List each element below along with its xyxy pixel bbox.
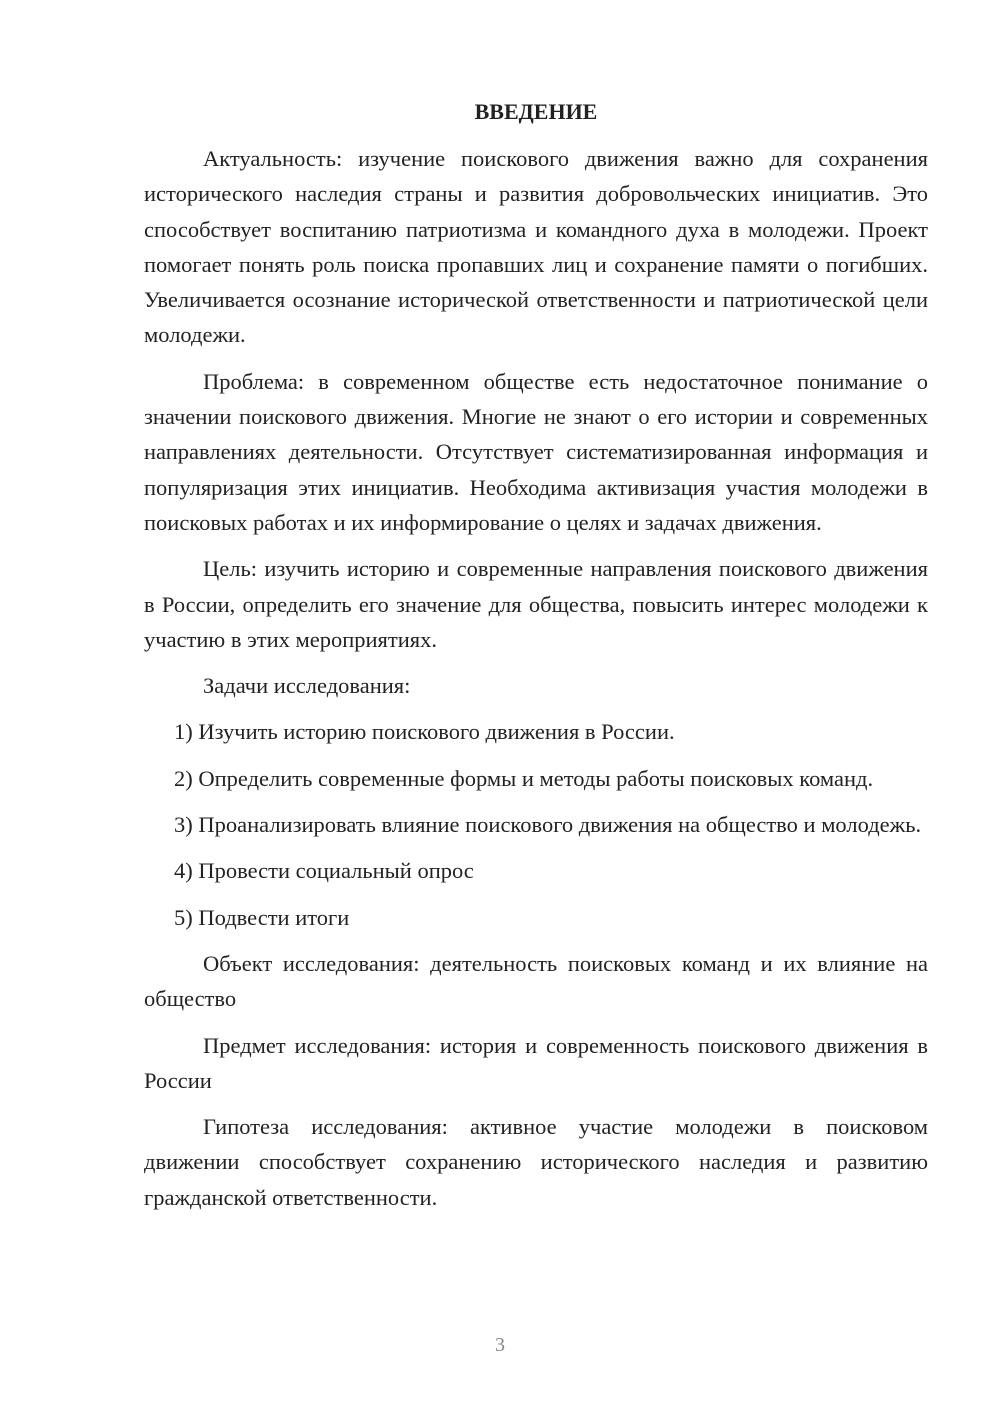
task-item-5: 5) Подвести итоги <box>174 904 350 930</box>
section-heading: ВВЕДЕНИЕ <box>474 99 598 124</box>
task-item-4: 4) Провести социальный опрос <box>174 858 474 884</box>
paragraph-relevance: Актуальность: изучение поискового движения важно для сохранения исторического наследия страны и развития добровольческих инициатив. Это способствует воспитанию патриотизма и командного духа в молодежи. Проект помогает понять роль поиска пропавших лиц и сохранение памяти о погибших. Увеличивается осознание исторической ответственности и патриотической цели молодежи. <box>144 146 928 348</box>
task-item-2: 2) Определить современные формы и методы работы поисковых команд. <box>174 765 874 791</box>
paragraph-subject: Предмет исследования: история и современность поискового движения в России <box>144 1032 928 1093</box>
paragraph-hypothesis: Гипотеза исследования: активное участие молодежи в поисковом движении способствует сохранению исторического наследия и развитию гражданской ответственности. <box>144 1114 928 1210</box>
paragraph-problem: Проблема: в современном обществе есть недостаточное понимание о значении поискового движения. Многие не знают о его истории и современных направлениях деятельности. Отсутствует систематизированная информация и популяризация этих инициатив. Необходима активизация участия молодежи в поисковых работах и их информирование о целях и задачах движения. <box>144 368 928 535</box>
task-item-1: 1) Изучить историю поискового движения в России. <box>174 719 675 745</box>
task-item-3: 3) Проанализировать влияние поискового движения на общество и молодежь. <box>174 812 922 838</box>
tasks-title: Задачи исследования: <box>203 673 411 699</box>
page-number: 3 <box>495 1334 505 1356</box>
paragraph-object: Объект исследования: деятельность поисковых команд и их влияние на общество <box>144 950 928 1012</box>
paragraph-goal: Цель: изучить историю и современные направления поискового движения в России, определить его значение для общества, повысить интерес молодежи к участию в этих мероприятиях. <box>144 556 928 652</box>
document-page <box>144 94 928 1226</box>
